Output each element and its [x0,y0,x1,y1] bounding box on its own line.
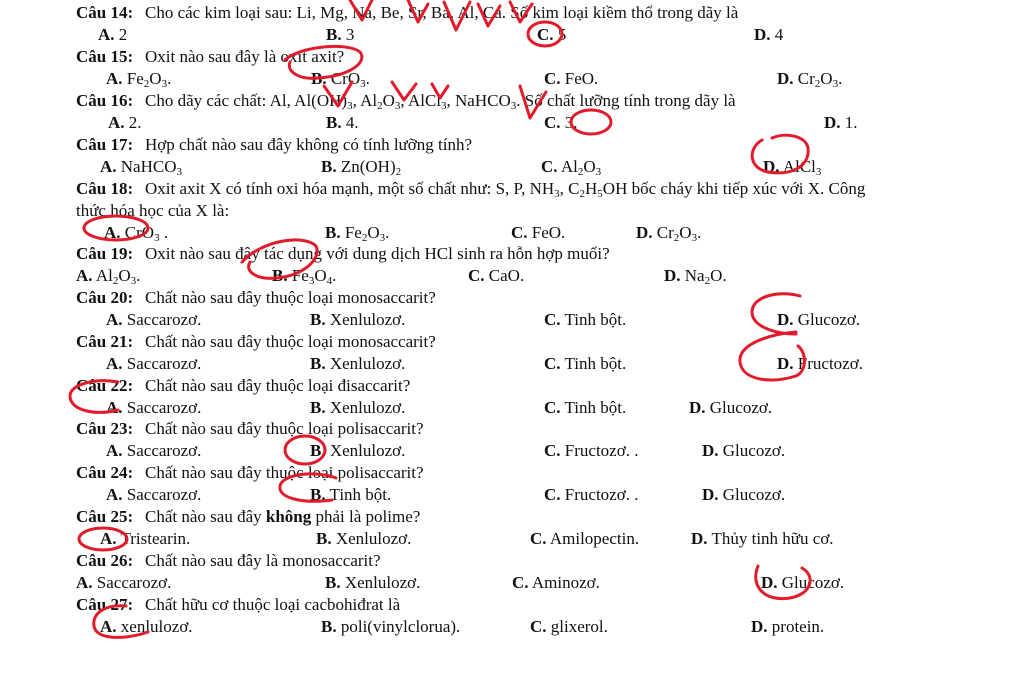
text-run: Xenlulozơ. [340,573,421,592]
text-run: . [697,223,702,242]
text-run: Oxit axit X có tính oxi hóa mạnh, một số chất như: S, P, NH [145,179,555,198]
answer-option-b [316,528,411,550]
question-number: Câu 25: [76,507,134,526]
answer-options [0,265,1024,287]
text-run: Fe [340,223,362,242]
option-letter: D. [751,617,768,636]
option-letter: D. [691,529,708,548]
text-run: protein. [767,617,825,636]
answer-option-c [468,265,524,287]
text-run: CaO. [484,266,525,285]
text-run: NaHCO [116,157,177,176]
text-run: OH bốc cháy khi tiếp xúc với X. Công [602,179,866,198]
text-run: Al [557,157,578,176]
answer-option-a [98,24,127,46]
text-run: Glucozơ. [793,310,861,329]
text-run: Oxit nào sau đây là oxit axit? [145,47,345,66]
text-run: CrO [120,223,155,242]
text-run: O [314,266,327,285]
text-run: . [385,223,390,242]
question-number: Câu 21: [76,332,134,351]
text-run: , AlCl [400,91,442,110]
option-letter: D. [754,25,771,44]
question-stem [0,418,1024,440]
answer-option-c [544,484,638,506]
option-letter: A. [100,617,117,636]
question-text [145,287,436,309]
option-letter: A. [76,573,93,592]
option-letter: A. [106,398,123,417]
text-run: 5 [553,25,567,44]
text-run: 3 [441,100,447,112]
text-run: H [585,179,598,198]
option-letter: B. [321,157,337,176]
answer-option-d [702,484,785,506]
text-run: Tinh bột. [560,354,627,373]
option-letter: B. [326,113,342,132]
option-letter: A. [100,529,117,548]
text-run: . [838,69,843,88]
text-run: Fructozơ. [793,354,863,373]
text-run: Zn(OH) [336,157,396,176]
answer-options [0,112,1024,134]
option-letter: A. [106,354,123,373]
text-run: 3 [394,100,401,112]
answer-option-c [511,222,565,244]
text-run: Aminozơ. [528,573,600,592]
text-run: 2 [704,275,711,287]
text-run: O [820,69,833,88]
text-run: AlCl [779,157,816,176]
text-run: Xenlulozơ. [325,441,406,460]
answer-option-b [272,265,336,287]
text-run: Chất nào sau đây thuộc loại monosaccarit? [145,332,436,351]
question-stem [0,462,1024,484]
question-number: Câu 17: [76,135,134,154]
answer-option-c [530,616,608,638]
answer-option-b [321,156,401,178]
question-text [145,331,436,353]
question-text [145,46,344,68]
answer-option-d [702,440,785,462]
answer-option-d [691,528,834,550]
text-run: Thủy tinh hữu cơ. [707,529,834,548]
question-text [145,506,420,528]
answer-option-c [544,397,626,419]
text-run: Oxit nào sau đây tác dụng với dung dịch HCl sinh ra hỗn hợp muối? [145,244,610,263]
answer-option-a [100,616,193,638]
text-run: Glucozơ. [718,441,786,460]
option-letter: A. [76,266,93,285]
text-run: , C [559,179,580,198]
option-letter: C. [544,113,561,132]
option-letter: D. [702,485,719,504]
text-run: Chất nào sau đây thuộc loại polisaccarit? [145,419,424,438]
answer-option-d [777,353,863,375]
text-run: Xenlulozơ. [325,310,406,329]
option-letter: A. [104,223,121,242]
text-run: . [332,266,337,285]
text-run: Tinh bột. [560,398,627,417]
question-number: Câu 16: [76,91,134,110]
option-letter: C. [544,441,561,460]
answer-option-b [325,572,420,594]
text-run: Fructozơ. . [560,441,639,460]
text-run: poli(vinylclorua). [336,617,461,636]
text-run: Glucozơ. [718,485,786,504]
text-run: Chất nào sau đây thuộc loại monosaccarit? [145,288,436,307]
text-run: O [679,223,692,242]
text-run: 2. [124,113,142,132]
answer-option-c [544,112,578,134]
text-run: 3 [815,166,822,178]
text-run: . [167,69,172,88]
text-run: FeO. [527,223,566,242]
answer-options [0,572,1024,594]
question-text [145,134,472,156]
option-letter: B. [316,529,332,548]
option-letter: C. [544,485,561,504]
text-run: Cr [652,223,674,242]
text-run: Chất nào sau đây thuộc loại đisaccarit? [145,376,411,395]
answer-option-b [310,440,405,462]
question-number: Câu 18: [76,179,134,198]
text-run: Al [92,266,113,285]
answer-option-d [824,112,858,134]
text-run: Tristearin. [116,529,191,548]
answer-option-b [326,112,359,134]
option-letter: D. [664,266,681,285]
question-stem [0,90,1024,112]
text-run: 2 [577,166,584,178]
answer-option-a [108,112,142,134]
answer-options [0,156,1024,178]
text-run: 2 [673,232,680,244]
answer-option-d [751,616,824,638]
option-letter: C. [511,223,528,242]
text-run: O [583,157,596,176]
question-text [145,90,736,112]
answer-options [0,309,1024,331]
answer-option-c [530,528,639,550]
text-run: CrO [326,69,361,88]
answer-option-d [636,222,701,244]
text-run: không [265,507,312,526]
answer-option-a [76,572,171,594]
answer-option-d [664,265,727,287]
text-run: 2 [112,275,119,287]
question-number: Câu 19: [76,244,134,263]
option-letter: C. [544,69,561,88]
option-letter: D. [777,310,794,329]
option-letter: C. [544,310,561,329]
text-run: Cho các kim loại sau: Li, Mg, Na, Be, Sr, Ba, Al, Ca. Số kim loại kiềm thổ trong dãy là [145,3,739,22]
question-text [145,462,424,484]
text-run: Na [680,266,705,285]
answer-option-a [76,265,140,287]
question-stem [0,331,1024,353]
text-run: glixerol. [546,617,608,636]
option-letter: B. [310,485,326,504]
text-run: 3 [154,232,160,244]
question-stem [0,2,1024,24]
text-run: 3 [130,275,137,287]
answer-option-a [106,397,201,419]
question-number: Câu 24: [76,463,134,482]
option-letter: C. [541,157,558,176]
text-run: 3. [560,113,578,132]
question-text [145,2,738,24]
option-letter: B. [325,223,341,242]
option-letter: D. [777,354,794,373]
question-stem [0,550,1024,572]
question-stem [0,134,1024,156]
answer-options [0,397,1024,419]
answer-option-c [544,353,626,375]
option-letter: D. [689,398,706,417]
text-run: 2 [143,78,150,90]
answer-option-b [325,222,389,244]
text-run: 3 [341,25,355,44]
option-letter: B. [310,441,326,460]
text-run: 4 [770,25,784,44]
text-run: phải là polime? [311,507,421,526]
option-letter: A. [106,485,123,504]
text-run: O [118,266,131,285]
question-number: Câu 14: [76,3,134,22]
question-stem [0,375,1024,397]
answer-options [0,222,1024,244]
option-letter: D. [702,441,719,460]
answer-option-c [544,68,598,90]
question-number: Câu 20: [76,288,134,307]
text-run: Saccarozơ. [122,485,202,504]
option-letter: A. [106,69,123,88]
text-run: O. [710,266,727,285]
text-run: Saccarozơ. [122,310,202,329]
text-run: Chất nào sau đây là monosaccarit? [145,551,381,570]
option-letter: B. [325,573,341,592]
text-run: FeO. [560,69,599,88]
option-letter: C. [530,617,547,636]
question-number: Câu 27: [76,595,134,614]
question-text [145,550,381,572]
text-run: 3 [691,232,698,244]
answer-option-c [544,309,626,331]
answer-option-b [310,397,405,419]
text-run: 3 [347,100,353,112]
answer-option-d [761,572,844,594]
option-letter: A. [98,25,115,44]
option-letter: B. [310,310,326,329]
answer-options [0,528,1024,550]
question-number: Câu 22: [76,376,134,395]
text-run: Glucozơ. [705,398,773,417]
option-letter: D. [824,113,841,132]
text-run: Cho dãy các chất: Al, Al(OH) [145,91,348,110]
answer-option-d [763,156,821,178]
option-letter: B. [311,69,327,88]
text-run: 1. [840,113,858,132]
answer-option-d [754,24,783,46]
text-run: 3 [161,78,168,90]
text-run: Glucozơ. [777,573,845,592]
answer-option-d [777,68,842,90]
answer-options [0,440,1024,462]
text-run: Tinh bột. [325,485,392,504]
text-run: Fructozơ. . [560,485,639,504]
answer-option-a [104,222,168,244]
answer-option-b [310,309,405,331]
option-letter: A. [106,441,123,460]
text-run: , NaHCO [446,91,511,110]
question-stem [0,178,1024,200]
answer-option-c [512,572,600,594]
answer-options [0,484,1024,506]
question-text [145,594,400,616]
option-letter: A. [100,157,117,176]
text-run: Tinh bột. [560,310,627,329]
text-run: 3 [308,275,315,287]
text-run: 3 [595,166,602,178]
question-stem [0,46,1024,68]
option-letter: B. [326,25,342,44]
answer-option-a [106,68,171,90]
text-run: 2 [377,100,383,112]
answer-option-a [106,309,201,331]
question-text [145,418,424,440]
text-run: . [365,69,370,88]
text-run: 3 [360,78,366,90]
question-text [145,375,410,397]
option-letter: C. [468,266,485,285]
text-run: Chất nào sau đây thuộc loại polisaccarit? [145,463,424,482]
option-letter: C. [512,573,529,592]
option-letter: B. [310,354,326,373]
answer-option-b [326,24,354,46]
answer-options [0,353,1024,375]
answer-option-a [106,484,201,506]
question-stem [0,506,1024,528]
text-run: Fe [122,69,144,88]
question-number: Câu 26: [76,551,134,570]
option-letter: A. [106,310,123,329]
answer-option-c [544,440,638,462]
answer-options [0,68,1024,90]
text-run: 3 [510,100,517,112]
text-run: 2 [361,232,368,244]
text-run: Saccarozơ. [122,398,202,417]
answer-option-b [311,68,370,90]
text-run: 5 [597,188,603,200]
text-run: Fe [287,266,309,285]
option-letter: C. [544,398,561,417]
option-letter: A. [108,113,125,132]
text-run: 3 [379,232,386,244]
text-run: 2 [395,166,402,178]
option-letter: B. [321,617,337,636]
text-run: 3 [554,188,560,200]
text-run: 2 [114,25,128,44]
option-letter: C. [537,25,554,44]
answer-options [0,616,1024,638]
answer-option-a [100,528,190,550]
text-run: 3 [176,166,182,178]
answer-options [0,24,1024,46]
text-run: Xenlulozơ. [325,354,406,373]
option-letter: D. [636,223,653,242]
option-letter: B. [310,398,326,417]
text-run: Saccarozơ. [92,573,172,592]
option-letter: D. [763,157,780,176]
text-run: O [382,91,395,110]
text-run: O [367,223,380,242]
text-run: O [149,69,162,88]
text-run: Amilopectin. [546,529,640,548]
text-run: Chất nào sau đây [145,507,266,526]
option-letter: B. [272,266,288,285]
answer-option-c [537,24,566,46]
option-letter: D. [761,573,778,592]
question-text-continued [0,200,1024,222]
text-run: 2 [814,78,821,90]
text-run: Hợp chất nào sau đây không có tính lưỡng tính? [145,135,472,154]
question-stem [0,243,1024,265]
question-stem [0,594,1024,616]
answer-option-a [106,440,201,462]
text-run: Saccarozơ. [122,441,202,460]
text-run: thức hóa học của X là: [76,201,230,220]
question-text [145,178,865,200]
text-run: . [136,266,141,285]
text-run: , Al [352,91,378,110]
text-run: Cr [793,69,815,88]
text-run: 4 [326,275,333,287]
answer-option-b [310,353,405,375]
answer-option-d [689,397,772,419]
text-run: . [159,223,169,242]
answer-option-a [100,156,182,178]
answer-option-b [310,484,391,506]
text-run: Xenlulozơ. [325,398,406,417]
option-letter: D. [777,69,794,88]
question-stem [0,287,1024,309]
answer-option-b [321,616,460,638]
answer-option-d [777,309,860,331]
question-number: Câu 15: [76,47,134,66]
text-run: 3 [832,78,839,90]
text-run: Chất hữu cơ thuộc loại cacbohiđrat là [145,595,401,614]
text-run: 2 [579,188,586,200]
option-letter: C. [544,354,561,373]
text-run: 4. [341,113,359,132]
option-letter: C. [530,529,547,548]
answer-option-c [541,156,601,178]
text-run: Xenlulozơ. [331,529,412,548]
text-run: Saccarozơ. [122,354,202,373]
question-number: Câu 23: [76,419,134,438]
answer-option-a [106,353,201,375]
question-text [145,243,610,265]
text-run: . Số chất lưỡng tính trong dãy là [516,91,736,110]
text-run: xenlulozơ. [116,617,193,636]
